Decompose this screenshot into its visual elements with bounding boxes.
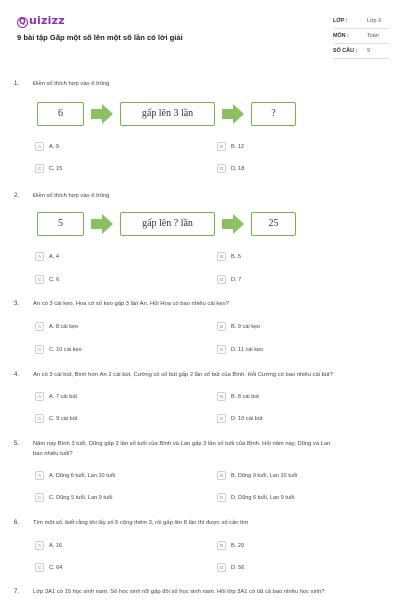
question-number: 2. — [14, 193, 20, 199]
option-badge: A — [35, 322, 44, 331]
option-badge: A — [35, 252, 44, 261]
option-badge: D — [217, 275, 226, 284]
option-text: B. Dũng 9 tuổi, Lan 10 tuổi — [231, 472, 298, 479]
logo-text: uizizz — [29, 14, 65, 27]
option-text: C. 10 cái kẹo — [49, 346, 82, 353]
option-text: B. 12 — [231, 143, 245, 150]
option-text: D. 11 cái kẹo — [231, 346, 264, 353]
option-badge: B — [217, 252, 226, 261]
option-text: A. 9 — [49, 143, 59, 150]
option-badge: D — [217, 563, 226, 572]
option-text: C. 64 — [49, 564, 63, 571]
option-badge: C — [35, 164, 44, 173]
arrow-right-icon — [91, 214, 113, 234]
option-badge: A — [35, 392, 44, 401]
option-badge: A — [35, 541, 44, 550]
option-text: B. 29 — [231, 542, 245, 549]
worksheet-meta — [333, 14, 389, 59]
flow-start-box: 5 — [37, 212, 84, 236]
question-1 — [0, 78, 400, 178]
flow-result-box: 25 — [251, 212, 296, 236]
meta-count-key: SỐ CÂU : — [333, 48, 358, 54]
option-badge: C — [35, 345, 44, 354]
question-number: 1. — [14, 81, 20, 87]
meta-class-value: Lớp 3 — [367, 18, 382, 24]
option-badge: B — [217, 471, 226, 480]
option-text: A. Dũng 6 tuổi, Lan 10 tuổi — [49, 472, 116, 479]
option-text: C. 15 — [49, 165, 63, 172]
option-badge: C — [35, 493, 44, 502]
option-text: C. 6 — [49, 276, 60, 283]
question-text-line-2: bao nhiêu tuổi? — [33, 451, 73, 457]
question-text: Điền số thích hợp vào ô trống — [33, 81, 110, 87]
question-number: 4. — [14, 372, 20, 378]
option-badge: C — [35, 414, 44, 423]
flow-start-box: 6 — [37, 102, 84, 126]
option-badge: D — [217, 345, 226, 354]
option-badge: D — [217, 164, 226, 173]
question-6 — [0, 519, 400, 579]
meta-class-key: LỚP : — [333, 18, 348, 24]
option-text: C. Dũng 5 tuổi, Lan 9 tuổi — [49, 494, 113, 501]
meta-subject-row — [333, 29, 389, 44]
option-text: D. Dũng 6 tuổi, Lan 9 tuổi — [231, 494, 295, 501]
option-text: B. 9 cái kẹo — [231, 323, 261, 330]
option-text: A. 16 — [49, 542, 63, 549]
option-badge: D — [217, 414, 226, 423]
meta-subject-key: MÔN : — [333, 33, 349, 39]
option-text: D. 10 cái bút — [231, 415, 263, 422]
option-badge: C — [35, 563, 44, 572]
meta-class-row — [333, 14, 389, 29]
quizizz-logo — [17, 14, 65, 28]
flow-operation-box: gấp lên 3 lần — [120, 102, 215, 126]
question-text: An có 3 cái kẹo, Hoa có số kẹo gấp 3 lần An. Hỏi Hoa có bao nhiêu cái kẹo? — [33, 301, 229, 307]
option-text: A. 8 cái kẹo — [49, 323, 79, 330]
flow-result-box: ? — [251, 102, 296, 126]
option-badge: B — [217, 142, 226, 151]
flow-operation-box: gấp lên ? lần — [120, 212, 215, 236]
option-badge: A — [35, 142, 44, 151]
arrow-right-icon — [222, 214, 244, 234]
meta-count-value: 9 — [367, 48, 370, 54]
question-text: Tìm một số, biết rằng khi lấy số 5 cộng thêm 3, rồi gấp lên 8 lần thì được số cần tìm — [33, 520, 249, 526]
meta-count-row — [333, 44, 389, 59]
option-text: D. 56 — [231, 564, 245, 571]
question-3 — [0, 300, 400, 360]
option-text: C. 9 cái bút — [49, 415, 78, 422]
question-text: An có 3 cái bút, Bình hơn An 2 cái bút, Cường có số bút gấp 2 lần số bút của Bình. Hỏi Cường có bao nhiêu cái bút? — [33, 372, 333, 378]
option-text: B. 8 cái bút — [231, 393, 259, 400]
question-text: Lớp 3A1 có 15 học sinh nam. Số học sinh nữ gấp đôi số học sinh nam. Hỏi lớp 3A1 có tất cả bao nhiêu học sinh? — [33, 589, 325, 595]
arrow-right-icon — [91, 104, 113, 124]
question-text: Điền số thích hợp vào ô trống — [33, 193, 110, 199]
question-number: 3. — [14, 301, 20, 307]
option-text: B. 5 — [231, 253, 241, 260]
option-text: D. 18 — [231, 165, 245, 172]
option-badge: A — [35, 471, 44, 480]
option-text: A. 4 — [49, 253, 59, 260]
question-number: 5. — [14, 441, 20, 447]
question-5 — [0, 440, 400, 510]
option-badge: B — [217, 322, 226, 331]
question-text-line-1: Năm nay Bình 3 tuổi, Dũng gấp 2 lần số tuổi của Bình và Lan gấp 3 lần số tuổi của Bình. Hỏi năm nay, Dũng và Lan — [33, 441, 331, 447]
logo-q-mark: Q — [18, 17, 26, 26]
question-number: 7. — [14, 589, 20, 595]
option-text: D. 7 — [231, 276, 242, 283]
arrow-right-icon — [222, 104, 244, 124]
option-badge: B — [217, 541, 226, 550]
question-7 — [0, 588, 400, 600]
worksheet-header — [0, 0, 400, 66]
flow-diagram — [37, 102, 307, 128]
question-2 — [0, 190, 400, 290]
meta-subject-value: Toán — [367, 33, 379, 39]
worksheet-title: 9 bài tập Gấp một số lên một số lần có lời giải — [17, 33, 183, 42]
question-4 — [0, 371, 400, 431]
option-badge: D — [217, 493, 226, 502]
question-number: 6. — [14, 520, 20, 526]
option-badge: C — [35, 275, 44, 284]
option-badge: B — [217, 392, 226, 401]
option-text: A. 7 cái bút — [49, 393, 77, 400]
flow-diagram — [37, 212, 307, 238]
